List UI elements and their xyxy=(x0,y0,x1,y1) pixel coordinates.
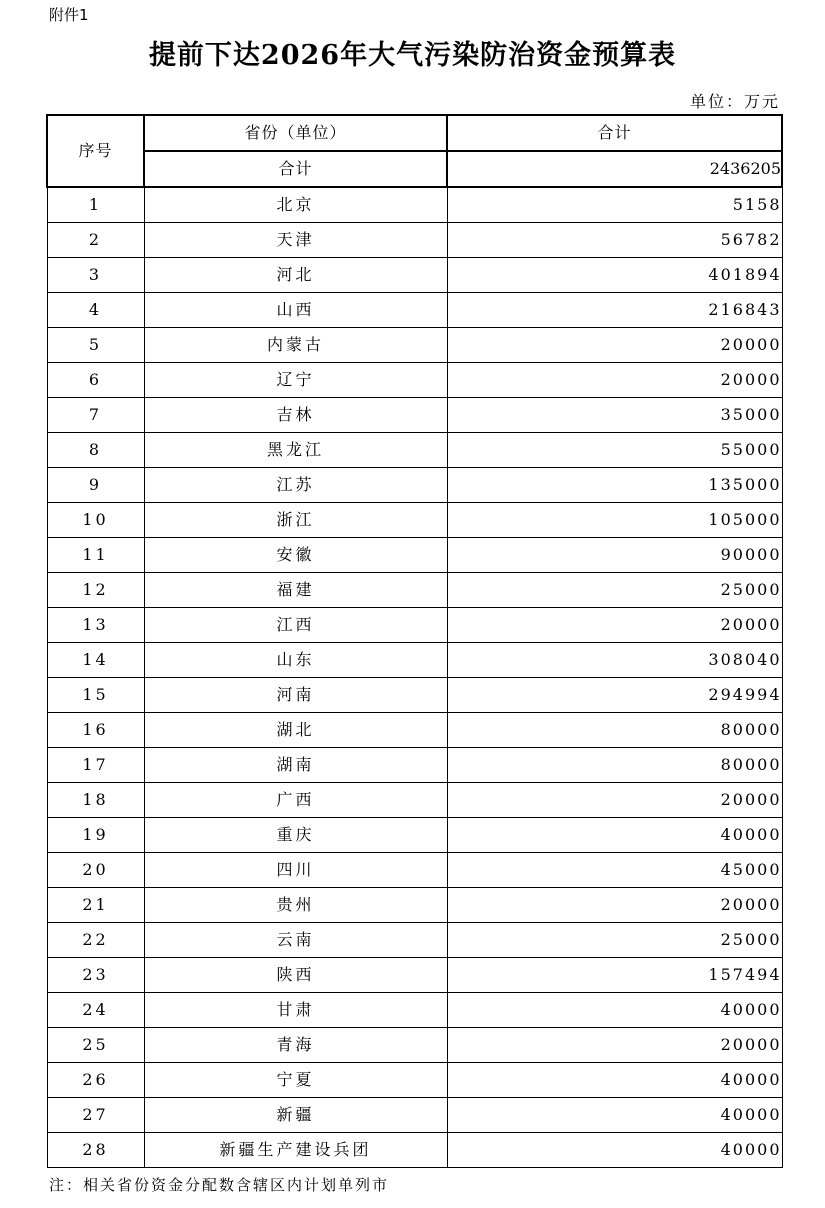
budget-value: 40000 xyxy=(447,818,782,853)
province-name: 四川 xyxy=(144,853,447,888)
table-row xyxy=(47,678,782,713)
province-name: 重庆 xyxy=(144,818,447,853)
budget-value: 401894 xyxy=(447,258,782,293)
row-number: 5 xyxy=(47,328,144,363)
table-row xyxy=(47,993,782,1028)
row-number: 8 xyxy=(47,433,144,468)
page-title: 提前下达2026年大气污染防治资金预算表 xyxy=(148,40,677,71)
province-name: 黑龙江 xyxy=(144,433,447,468)
budget-value: 294994 xyxy=(447,678,782,713)
row-number: 21 xyxy=(47,888,144,923)
province-name: 辽宁 xyxy=(144,363,447,398)
province-name: 山西 xyxy=(144,293,447,328)
table-row xyxy=(47,818,782,853)
table-row xyxy=(47,398,782,433)
row-number: 7 xyxy=(47,398,144,433)
province-name: 广西 xyxy=(144,783,447,818)
total-header: 合计 xyxy=(447,115,782,151)
province-name: 天津 xyxy=(144,223,447,258)
province-name: 云南 xyxy=(144,923,447,958)
budget-value: 25000 xyxy=(447,923,782,958)
row-number: 19 xyxy=(47,818,144,853)
summary-row xyxy=(47,151,782,187)
table-row xyxy=(47,363,782,398)
budget-value: 25000 xyxy=(447,573,782,608)
table-row xyxy=(47,328,782,363)
row-number: 3 xyxy=(47,258,144,293)
province-name: 福建 xyxy=(144,573,447,608)
unit-label: 单位：万元 xyxy=(689,92,780,111)
province-name: 浙江 xyxy=(144,503,447,538)
budget-value: 56782 xyxy=(447,223,782,258)
budget-value: 20000 xyxy=(447,783,782,818)
table-row xyxy=(47,293,782,328)
row-number: 18 xyxy=(47,783,144,818)
row-number: 23 xyxy=(47,958,144,993)
table-row xyxy=(47,223,782,258)
row-number: 25 xyxy=(47,1028,144,1063)
budget-value: 216843 xyxy=(447,293,782,328)
budget-value: 45000 xyxy=(447,853,782,888)
table-row xyxy=(47,1098,782,1133)
row-number: 22 xyxy=(47,923,144,958)
seq-header: 序号 xyxy=(47,115,144,187)
row-number: 13 xyxy=(47,608,144,643)
budget-value: 20000 xyxy=(447,328,782,363)
province-name: 山东 xyxy=(144,643,447,678)
budget-table xyxy=(46,114,783,1168)
budget-value: 105000 xyxy=(447,503,782,538)
table-row xyxy=(47,538,782,573)
table-row xyxy=(47,853,782,888)
budget-value: 20000 xyxy=(447,608,782,643)
table-row xyxy=(47,258,782,293)
summary-label: 合计 xyxy=(144,151,447,187)
row-number: 9 xyxy=(47,468,144,503)
budget-table-body xyxy=(47,115,782,1168)
province-name: 河北 xyxy=(144,258,447,293)
province-name: 吉林 xyxy=(144,398,447,433)
row-number: 12 xyxy=(47,573,144,608)
province-name: 北京 xyxy=(144,187,447,223)
table-row xyxy=(47,187,782,223)
budget-value: 135000 xyxy=(447,468,782,503)
row-number: 17 xyxy=(47,748,144,783)
budget-value: 40000 xyxy=(447,1063,782,1098)
province-name: 新疆生产建设兵团 xyxy=(144,1133,447,1168)
budget-value: 40000 xyxy=(447,993,782,1028)
row-number: 4 xyxy=(47,293,144,328)
province-name: 河南 xyxy=(144,678,447,713)
table-row xyxy=(47,468,782,503)
table-row xyxy=(47,573,782,608)
province-name: 江苏 xyxy=(144,468,447,503)
budget-value: 40000 xyxy=(447,1133,782,1168)
budget-value: 5158 xyxy=(447,187,782,223)
table-row xyxy=(47,713,782,748)
row-number: 2 xyxy=(47,223,144,258)
province-name: 贵州 xyxy=(144,888,447,923)
row-number: 26 xyxy=(47,1063,144,1098)
province-name: 新疆 xyxy=(144,1098,447,1133)
table-row xyxy=(47,783,782,818)
province-name: 陕西 xyxy=(144,958,447,993)
table-row xyxy=(47,643,782,678)
table-row xyxy=(47,1063,782,1098)
province-name: 江西 xyxy=(144,608,447,643)
row-number: 20 xyxy=(47,853,144,888)
table-row xyxy=(47,608,782,643)
province-name: 湖北 xyxy=(144,713,447,748)
row-number: 15 xyxy=(47,678,144,713)
table-row xyxy=(47,958,782,993)
row-number: 1 xyxy=(47,187,144,223)
budget-value: 80000 xyxy=(447,748,782,783)
row-number: 6 xyxy=(47,363,144,398)
budget-value: 308040 xyxy=(447,643,782,678)
table-row xyxy=(47,1133,782,1168)
budget-value: 35000 xyxy=(447,398,782,433)
budget-value: 20000 xyxy=(447,1028,782,1063)
row-number: 16 xyxy=(47,713,144,748)
attachment-label: 附件1 xyxy=(49,6,89,24)
province-name: 甘肃 xyxy=(144,993,447,1028)
province-name: 安徽 xyxy=(144,538,447,573)
summary-value: 2436205 xyxy=(447,151,782,187)
province-name: 宁夏 xyxy=(144,1063,447,1098)
budget-value: 80000 xyxy=(447,713,782,748)
row-number: 11 xyxy=(47,538,144,573)
province-name: 内蒙古 xyxy=(144,328,447,363)
footnote: 注：相关省份资金分配数含辖区内计划单列市 xyxy=(49,1176,390,1194)
row-number: 14 xyxy=(47,643,144,678)
table-row xyxy=(47,923,782,958)
budget-value: 40000 xyxy=(447,1098,782,1133)
table-row xyxy=(47,503,782,538)
row-number: 10 xyxy=(47,503,144,538)
table-row xyxy=(47,433,782,468)
province-name: 湖南 xyxy=(144,748,447,783)
budget-value: 55000 xyxy=(447,433,782,468)
header-row xyxy=(47,115,782,151)
row-number: 24 xyxy=(47,993,144,1028)
table-row xyxy=(47,1028,782,1063)
province-header: 省份（单位） xyxy=(144,115,447,151)
table-row xyxy=(47,748,782,783)
row-number: 28 xyxy=(47,1133,144,1168)
budget-value: 157494 xyxy=(447,958,782,993)
row-number: 27 xyxy=(47,1098,144,1133)
province-name: 青海 xyxy=(144,1028,447,1063)
budget-value: 90000 xyxy=(447,538,782,573)
budget-value: 20000 xyxy=(447,363,782,398)
budget-value: 20000 xyxy=(447,888,782,923)
table-row xyxy=(47,888,782,923)
